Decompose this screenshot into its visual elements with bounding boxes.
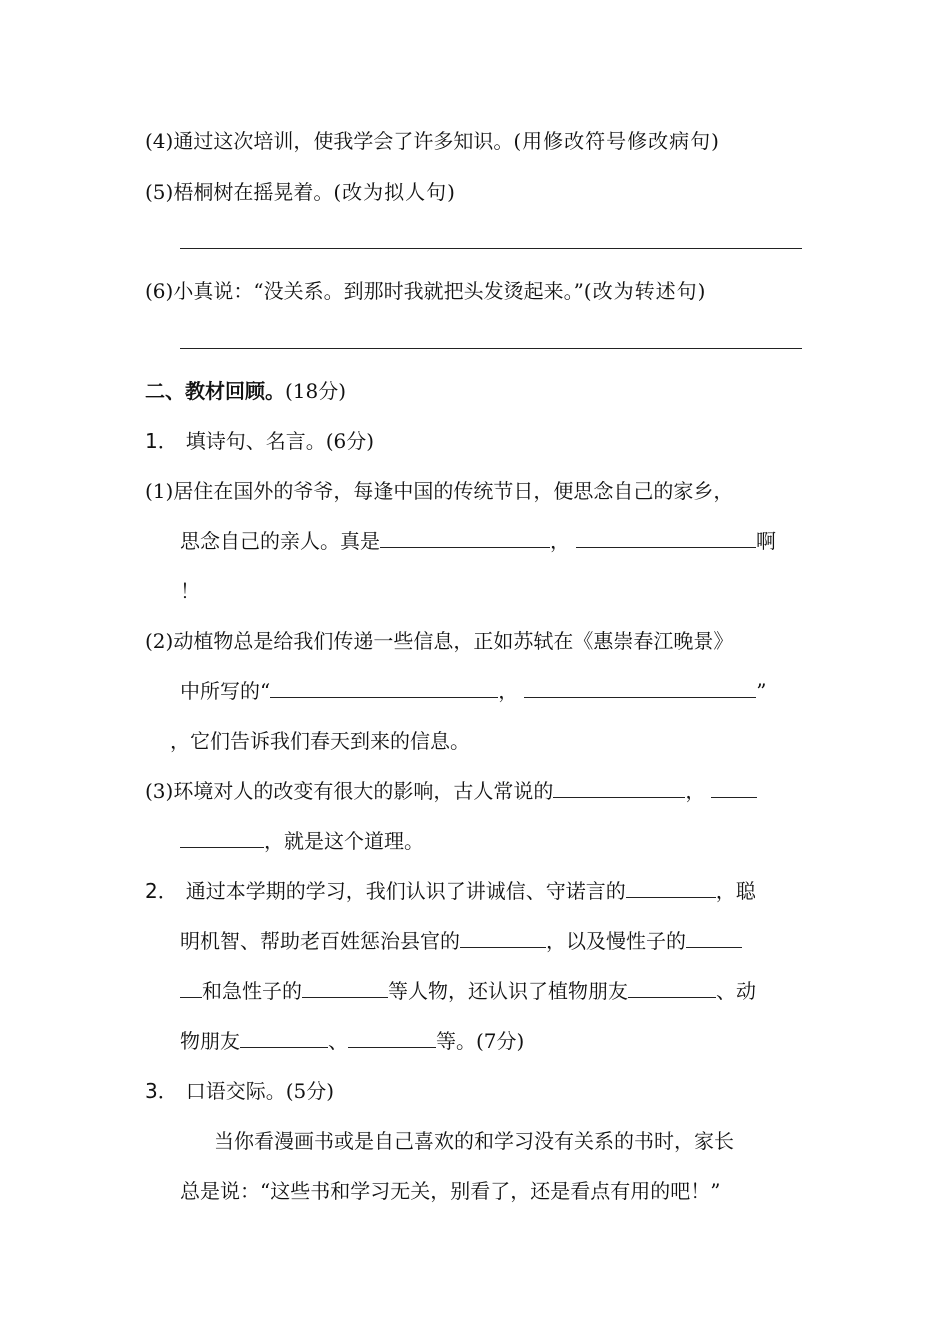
item-score: (6分) bbox=[325, 429, 375, 453]
question-4 bbox=[145, 127, 720, 155]
subquestion-text: 环境对人的改变有很大的影响，古人常说的 bbox=[173, 779, 554, 803]
paragraph-text: 当你看漫画书或是自己喜欢的和学习没有关系的书时，家长 bbox=[214, 1129, 734, 1153]
fill-blank[interactable] bbox=[180, 977, 202, 998]
item-3-heading bbox=[145, 1077, 334, 1105]
question-number: (4) bbox=[145, 129, 174, 153]
item-score: (7分) bbox=[476, 1029, 525, 1053]
question-text: 通过这次培训，使我学会了许多知识。 bbox=[173, 129, 514, 153]
section-score: (18分) bbox=[285, 379, 347, 403]
fill-blank[interactable] bbox=[626, 877, 716, 898]
item-2-line-3 bbox=[180, 977, 756, 1005]
fill-blank[interactable] bbox=[302, 977, 388, 998]
item-3-paragraph-line-2 bbox=[180, 1177, 720, 1205]
subquestion-text: 啊 bbox=[756, 529, 776, 553]
fill-blank[interactable] bbox=[348, 1027, 436, 1048]
item-text: 等。 bbox=[436, 1029, 476, 1053]
item-text: 物朋友 bbox=[180, 1029, 240, 1053]
item-title: 口语交际。 bbox=[185, 1079, 286, 1103]
subquestion-text: 思念自己的亲人。真是 bbox=[180, 529, 380, 553]
punctuation: ！ bbox=[180, 579, 200, 603]
item-number: 3． bbox=[145, 1079, 178, 1103]
fill-blank[interactable] bbox=[240, 1027, 328, 1048]
subquestion-text: 动植物总是给我们传递一些信息，正如苏轼在《惠崇春江晚景》 bbox=[173, 629, 734, 653]
fill-blank[interactable] bbox=[524, 677, 756, 698]
section-heading bbox=[145, 377, 346, 405]
question-instruction: (用修改符号修改病句) bbox=[513, 129, 720, 153]
punctuation: 、 bbox=[328, 1029, 348, 1053]
question-instruction: (改为转述句) bbox=[583, 279, 707, 303]
subquestion-number: (1) bbox=[145, 479, 174, 503]
section-title: 二、教材回顾。 bbox=[145, 379, 285, 403]
fill-blank[interactable] bbox=[270, 677, 498, 698]
question-5 bbox=[145, 178, 456, 206]
punctuation: ， bbox=[685, 779, 706, 803]
item-text: 明机智、帮助老百姓惩治县官的 bbox=[180, 929, 460, 953]
answer-line-5[interactable] bbox=[180, 248, 802, 249]
question-instruction: (改为拟人句) bbox=[333, 180, 456, 204]
item-score: (5分) bbox=[285, 1079, 335, 1103]
subquestion-3-line-1 bbox=[145, 777, 757, 805]
subquestion-1-line-2 bbox=[180, 527, 776, 555]
subquestion-number: (2) bbox=[145, 629, 174, 653]
item-2-line-1 bbox=[145, 877, 756, 905]
question-6 bbox=[145, 277, 706, 305]
item-text: ，聪 bbox=[715, 879, 756, 903]
fill-blank[interactable] bbox=[380, 527, 550, 548]
subquestion-1-line-1 bbox=[145, 477, 733, 505]
punctuation: ” bbox=[756, 679, 767, 703]
item-2-line-4 bbox=[180, 1027, 524, 1055]
question-text: 梧桐树在摇晃着。 bbox=[173, 180, 334, 204]
item-text: ，以及慢性子的 bbox=[546, 929, 686, 953]
punctuation: ， bbox=[498, 679, 519, 703]
fill-blank[interactable] bbox=[460, 927, 546, 948]
item-1-heading bbox=[145, 427, 374, 455]
subquestion-1-line-3 bbox=[180, 577, 200, 605]
item-number: 2． bbox=[145, 879, 178, 903]
answer-line-6[interactable] bbox=[180, 348, 802, 349]
subquestion-2-line-3 bbox=[170, 727, 470, 755]
question-number: (5) bbox=[145, 180, 174, 204]
fill-blank[interactable] bbox=[711, 777, 757, 798]
fill-blank[interactable] bbox=[576, 527, 756, 548]
subquestion-number: (3) bbox=[145, 779, 174, 803]
item-number: 1． bbox=[145, 429, 178, 453]
question-number: (6) bbox=[145, 279, 174, 303]
question-text: 小真说：“没关系。到那时我就把头发烫起来。” bbox=[173, 279, 584, 303]
subquestion-text: 中所写的“ bbox=[180, 679, 271, 703]
subquestion-text: 居住在国外的爷爷，每逢中国的传统节日，便思念自己的家乡， bbox=[173, 479, 734, 503]
item-title: 填诗句、名言。 bbox=[185, 429, 326, 453]
item-3-paragraph-line-1 bbox=[214, 1127, 734, 1155]
item-2-line-2 bbox=[180, 927, 742, 955]
fill-blank[interactable] bbox=[180, 827, 264, 848]
fill-blank[interactable] bbox=[628, 977, 716, 998]
subquestion-3-line-2 bbox=[180, 827, 424, 855]
item-text: 通过本学期的学习，我们认识了讲诚信、守诺言的 bbox=[185, 879, 626, 903]
subquestion-2-line-1 bbox=[145, 627, 733, 655]
fill-blank[interactable] bbox=[686, 927, 742, 948]
punctuation: ， bbox=[550, 529, 570, 553]
item-text: 、动 bbox=[716, 979, 756, 1003]
item-text: 和急性子的 bbox=[202, 979, 302, 1003]
subquestion-2-line-2 bbox=[180, 677, 766, 705]
paragraph-text: 总是说：“这些书和学习无关，别看了，还是看点有用的吧！” bbox=[180, 1179, 721, 1203]
subquestion-text: ，就是这个道理。 bbox=[264, 829, 424, 853]
item-text: 等人物，还认识了植物朋友 bbox=[388, 979, 628, 1003]
fill-blank[interactable] bbox=[553, 777, 685, 798]
subquestion-text: ，它们告诉我们春天到来的信息。 bbox=[170, 729, 470, 753]
